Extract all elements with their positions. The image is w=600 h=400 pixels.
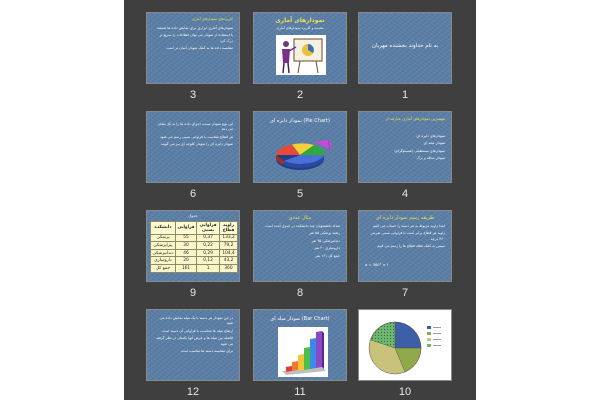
- slide-number: 8: [296, 287, 304, 299]
- slide-thumbnail-11[interactable]: [253, 309, 347, 381]
- slide-title: نمودار دایره ای (Pie Chart): [270, 118, 330, 124]
- slide-number: 9: [189, 287, 197, 299]
- slide-number: 2: [296, 89, 304, 101]
- column-header: فراوانی نسبی: [197, 222, 220, 235]
- slide-number: 10: [398, 386, 412, 398]
- column-header: زاویه قطاع: [220, 222, 238, 235]
- slide-thumbnail-8[interactable]: [253, 210, 347, 282]
- slide-number: 1: [401, 89, 409, 101]
- table-row: 133,2 0,37 55 پزشکی: [151, 234, 238, 242]
- slide-number: 3: [189, 89, 197, 101]
- slide-heading: مثال عددی: [288, 215, 312, 221]
- presenter-clipart-icon: [276, 35, 326, 75]
- slide-thumbnail-9[interactable]: [146, 210, 240, 282]
- slide-body: در این نمودار هر دسته با یک میله نمایش داده می شود ارتفاع میله ها متناسب با فراوانی آن دسته است فاصله بین میله ها و عرض آنها یکسان در نظر گرفته می شود برای مقایسه دسته ها مناسب است: [156, 316, 233, 353]
- slide-body: این نوع نمودار نسبت اجزای داده ها را به کل نشان می دهد هر قطاع متناسب با فراوانی نسبی رسم می شود نمودار دایره ای را نمودار کلوچه ای نیز می گویند: [157, 122, 233, 147]
- slide-thumbnail-3[interactable]: [146, 12, 240, 84]
- slide-heading: طریقه رسم نمودار دایره ای: [375, 215, 435, 221]
- slide-title: نمودار میله ای (Bar Chart): [270, 316, 330, 322]
- slide-bullets: نمودارهای دایره ای نمودار میله ای نمودارهای مستطیلی (هیستوگرام) نمودار ساقه و برگ: [394, 134, 445, 161]
- table-row: 79,2 0,22 30 پیراپزشکی: [151, 242, 238, 250]
- slide-body: ابتدا زاویه مربوط به هر دسته را حساب می کنیم زاویه هر قطاع برابر است با فراوانی نسبی ضربدر ۳۶۰ درجه سپس به کمک نقاله قطاع ها را رسم می کنیم: [370, 224, 445, 249]
- table-row: 43,2 0,12 20 داروسازی: [151, 257, 238, 265]
- table-caption: جدول: [188, 213, 198, 218]
- frequency-table: [150, 221, 238, 273]
- slide-number: 11: [294, 386, 306, 398]
- slide-number: 5: [296, 188, 304, 200]
- column-header: دانشکده: [151, 222, 176, 235]
- slide-number: 12: [186, 386, 200, 398]
- slide-number: 6: [189, 188, 197, 200]
- 3d-bar-chart-icon: [278, 327, 328, 377]
- slide-thumbnail-1[interactable]: [358, 12, 452, 84]
- slide-heading: کاربردهای نمودارهای آماری: [192, 17, 233, 21]
- slide-thumbnail-6[interactable]: [146, 111, 240, 183]
- slide-number: 4: [401, 188, 409, 200]
- slide-body: تعداد دانشجویان چند دانشکده در جدول آمده است رشته پزشکی ۵۵ نفر دندانپزشکی ۳۵ نفر داروسازی ۲۰ نفر جمع کل ۱۶۱ نفر: [265, 224, 340, 258]
- slide-body: نمودارهای آماری ابزاری برای نمایش داده ها هستند با استفاده از نمودار می توان اطلاعات را سریع تر درک کرد مقایسه داده ها به کمک نمودار آسان تر است: [157, 26, 233, 51]
- slide-subtitle: مقدمه و کاربرد نمودارهای آماری: [276, 26, 324, 30]
- slide-thumbnail-10[interactable]: [358, 309, 452, 381]
- slide-thumbnail-2[interactable]: [253, 12, 347, 84]
- slide-number: 7: [401, 287, 409, 299]
- formula: α = 360° × f: [365, 263, 388, 267]
- slide-title: نمودارهای آماری: [275, 17, 325, 24]
- table-row: 360 1 161 جمع کل: [151, 264, 238, 272]
- slide-thumbnail-7[interactable]: [358, 210, 452, 282]
- pie-chart-icon: [365, 316, 445, 378]
- slide-thumbnail-4[interactable]: [358, 111, 452, 183]
- slide-thumbnail-12[interactable]: [146, 309, 240, 381]
- slide-heading: مهمترین نمودارهای آماری عبارتند از: [385, 116, 445, 121]
- column-header: فراوانی: [176, 222, 197, 235]
- slide-thumbnail-5[interactable]: [253, 111, 347, 183]
- slide-sorter-panel: [124, 0, 476, 400]
- slide-title: به نام خداوند بخشنده مهربان: [371, 43, 439, 49]
- table-row: 104,4 0,29 46 دندانپزشکی: [151, 249, 238, 257]
- 3d-pie-chart-icon: [270, 132, 332, 176]
